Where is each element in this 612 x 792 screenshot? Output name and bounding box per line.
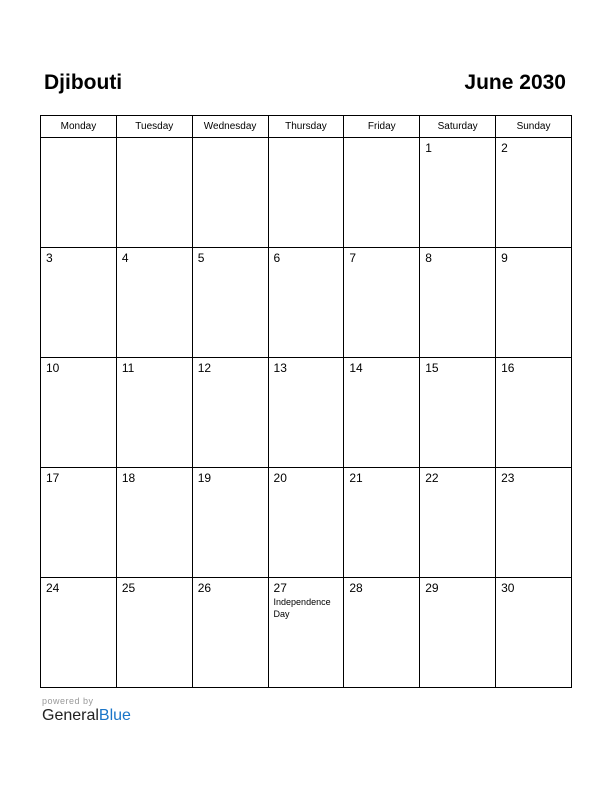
day-number: 3 [46, 251, 53, 265]
day-number: 19 [197, 471, 212, 485]
day-number: 4 [121, 251, 129, 265]
week-row [41, 248, 572, 358]
day-number: 9 [501, 251, 508, 265]
day-cell-empty [41, 138, 117, 248]
day-cell [268, 358, 344, 468]
day-number: 14 [349, 361, 363, 375]
holiday-label: Independence Day [273, 597, 331, 619]
day-number: 21 [349, 471, 363, 485]
day-cell [420, 138, 496, 248]
day-cell-empty [116, 138, 192, 248]
day-number: 5 [197, 251, 205, 265]
day-cell [344, 358, 420, 468]
day-cell [116, 248, 192, 358]
week-row [41, 468, 572, 578]
day-number: 7 [349, 251, 357, 265]
day-cell [41, 248, 117, 358]
day-number: 8 [425, 251, 432, 265]
brand-part-blue: Blue [98, 707, 131, 724]
day-cell [268, 468, 344, 578]
day-number: 27 [273, 581, 287, 595]
day-cell [116, 358, 192, 468]
day-number: 13 [273, 361, 287, 375]
day-cell [496, 138, 572, 248]
day-cell [496, 468, 572, 578]
day-number: 10 [46, 361, 60, 375]
day-number: 23 [501, 471, 515, 485]
day-cell [496, 248, 572, 358]
day-cell-empty [268, 138, 344, 248]
day-cell [116, 578, 192, 688]
day-cell [41, 578, 117, 688]
day-number: 24 [46, 581, 60, 595]
day-number: 1 [425, 141, 432, 155]
day-cell [344, 468, 420, 578]
day-cell [420, 578, 496, 688]
weekday-header: Sunday [496, 116, 572, 138]
weekday-header: Wednesday [192, 116, 268, 138]
weekday-header: Thursday [268, 116, 344, 138]
weekday-header: Friday [344, 116, 420, 138]
day-number: 2 [501, 141, 508, 155]
day-number: 17 [46, 471, 60, 485]
footer-branding [42, 696, 131, 725]
day-number: 15 [425, 361, 439, 375]
day-cell [496, 358, 572, 468]
month-year-title: June 2030 [464, 71, 566, 94]
day-number: 26 [197, 581, 212, 595]
day-number: 29 [425, 581, 439, 595]
weekday-header: Monday [41, 116, 117, 138]
day-cell [268, 248, 344, 358]
weekday-header-row [41, 116, 572, 138]
day-cell [192, 248, 268, 358]
day-number: 16 [501, 361, 515, 375]
day-number: 6 [273, 251, 281, 265]
week-row [41, 358, 572, 468]
generalblue-logo[interactable] [42, 707, 131, 725]
day-cell [344, 578, 420, 688]
country-title: Djibouti [44, 71, 123, 94]
day-cell [192, 578, 268, 688]
weekday-header: Saturday [420, 116, 496, 138]
week-row [41, 138, 572, 248]
day-cell [116, 468, 192, 578]
week-row [41, 578, 572, 688]
day-number: 25 [121, 581, 136, 595]
powered-by-text: powered by [42, 696, 94, 706]
calendar-grid [40, 115, 572, 688]
weekday-header: Tuesday [116, 116, 192, 138]
day-cell-empty [192, 138, 268, 248]
brand-part-general: General [42, 707, 99, 724]
day-cell [192, 358, 268, 468]
day-number: 20 [273, 471, 287, 485]
day-cell [420, 468, 496, 578]
day-cell [344, 248, 420, 358]
day-number: 30 [501, 581, 515, 595]
day-number: 12 [197, 361, 212, 375]
day-cell [41, 358, 117, 468]
day-cell [41, 468, 117, 578]
day-number: 28 [349, 581, 363, 595]
day-cell-empty [344, 138, 420, 248]
day-cell [420, 358, 496, 468]
day-cell-holiday [268, 578, 344, 688]
day-number: 11 [121, 361, 135, 375]
day-number: 22 [425, 471, 439, 485]
day-cell [192, 468, 268, 578]
day-cell [420, 248, 496, 358]
day-cell [496, 578, 572, 688]
day-number: 18 [121, 471, 136, 485]
